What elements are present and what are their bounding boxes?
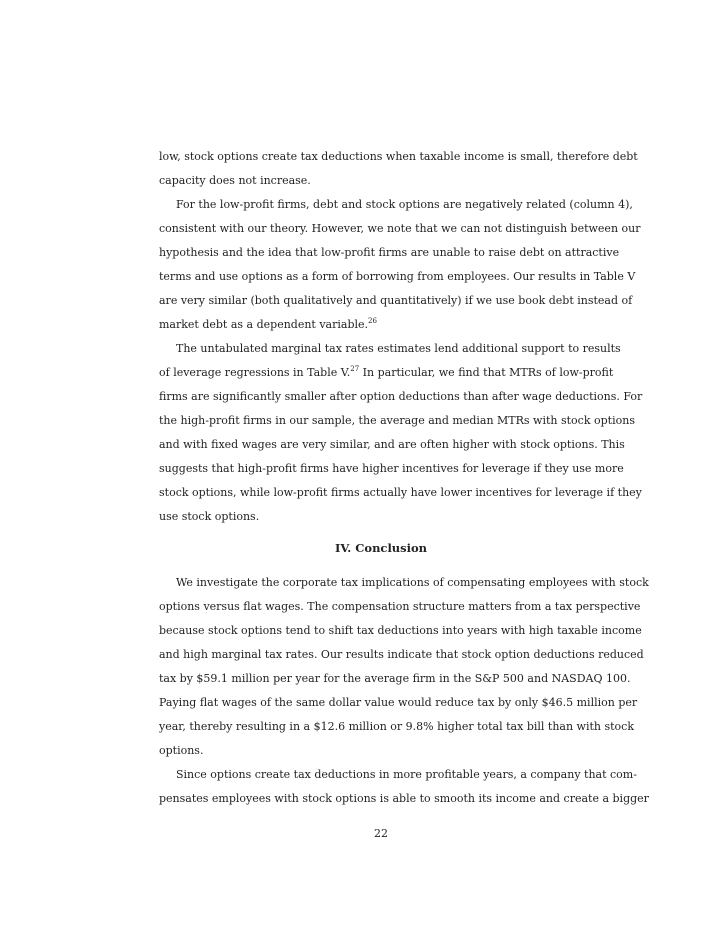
body-text-fragment: of leverage regressions in Table V. <box>159 366 351 379</box>
section-heading: IV. Conclusion <box>334 541 428 555</box>
body-text-line: capacity does not increase. <box>159 174 311 187</box>
body-text-line: pensates employees with stock options is able to smooth its income and create a bigger <box>159 792 649 805</box>
body-text-line: firms are significantly smaller after option deductions than after wage deductions. For <box>159 390 643 403</box>
body-text-line: year, thereby resulting in a $12.6 million or 9.8% higher total tax bill than with stock <box>159 720 634 733</box>
body-text-line <box>159 318 603 332</box>
body-text-line: consistent with our theory. However, we note that we can not distinguish between our <box>159 222 641 235</box>
body-text-fragment: market debt as a dependent variable. <box>159 318 369 331</box>
body-text-line: tax by $59.1 million per year for the average firm in the S&P 500 and NASDAQ 100. <box>159 672 631 685</box>
body-text-line: options versus flat wages. The compensation structure matters from a tax perspective <box>159 600 641 613</box>
body-text-line: We investigate the corporate tax implications of compensating employees with stock <box>176 576 649 589</box>
body-text-line: and high marginal tax rates. Our results indicate that stock option deductions reduced <box>159 648 644 661</box>
body-text-line: because stock options tend to shift tax deductions into years with high taxable income <box>159 624 642 637</box>
body-text-line: terms and use options as a form of borrowing from employees. Our results in Table V <box>159 270 636 283</box>
body-text-line: hypothesis and the idea that low-profit firms are unable to raise debt on attractive <box>159 246 620 259</box>
footnote-marker[interactable]: 27 <box>350 365 360 373</box>
body-text-line: suggests that high-profit firms have higher incentives for leverage if they use more <box>159 462 624 475</box>
body-text-line: Paying flat wages of the same dollar value would reduce tax by only $46.5 million per <box>159 696 638 709</box>
body-text-line: stock options, while low-profit firms actually have lower incentives for leverage if they <box>159 486 642 499</box>
body-text-line: options. <box>159 744 204 757</box>
body-text-line: the high-profit firms in our sample, the average and median MTRs with stock options <box>159 414 635 427</box>
body-text-line: are very similar (both qualitatively and quantitatively) if we use book debt instead of <box>159 294 633 307</box>
body-text-line <box>159 365 614 380</box>
page-number: 22 <box>374 827 388 840</box>
body-text-line: For the low-profit firms, debt and stock options are negatively related (column 4), <box>176 198 633 211</box>
footnote-marker[interactable]: 26 <box>368 317 377 325</box>
body-text-line: The untabulated marginal tax rates estimates lend additional support to results <box>176 342 621 355</box>
body-text-line: use stock options. <box>159 510 260 523</box>
body-text-line: Since options create tax deductions in more profitable years, a company that com- <box>176 768 637 781</box>
body-text-line: and with fixed wages are very similar, and are often higher with stock options. This <box>159 438 625 451</box>
body-text-line: low, stock options create tax deductions when taxable income is small, therefore debt <box>159 150 638 163</box>
body-text-fragment: In particular, we find that MTRs of low-profit <box>359 366 614 379</box>
